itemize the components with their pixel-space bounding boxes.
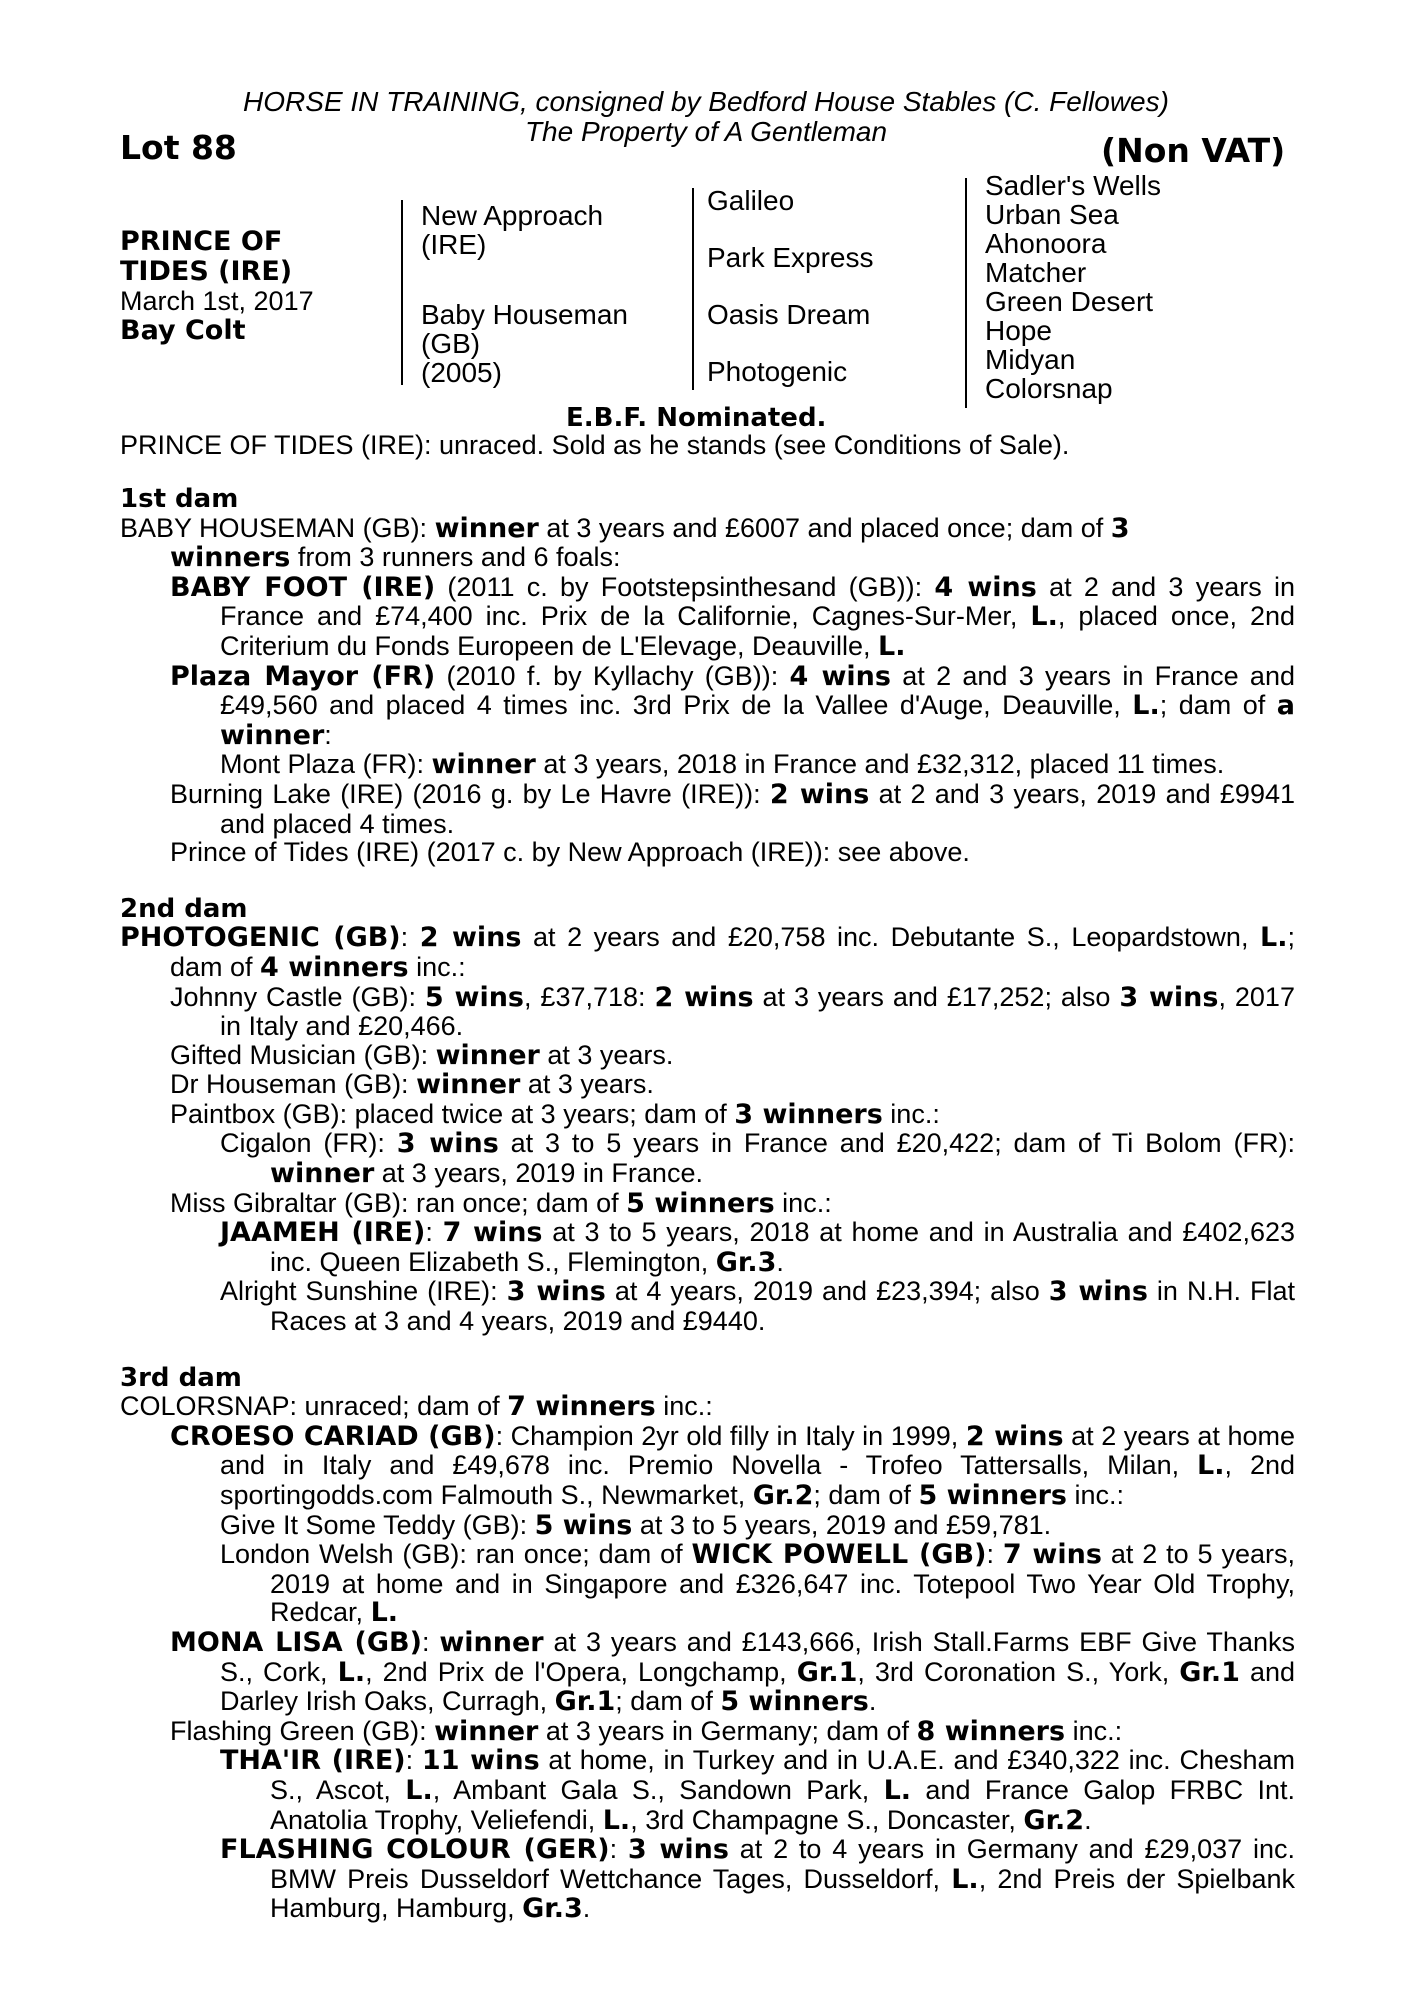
grand-progeny-entry	[120, 1218, 1295, 1277]
ancestor: Colorsnap	[985, 373, 1113, 404]
dam-country: (GB)	[421, 328, 481, 359]
bold-emphasis: 7 wins	[1002, 1539, 1102, 1571]
entry-text: .	[1084, 1804, 1092, 1835]
horse-identity	[120, 227, 314, 346]
entry-text: at 4 years, 2019 and £23,394; also	[605, 1276, 1049, 1307]
entry-text: at 3 years, 2018 in France and £32,312, placed 11 times.	[535, 749, 1225, 780]
bold-emphasis: FLASHING COLOUR (GER)	[220, 1834, 610, 1866]
lot-number: Lot 88	[120, 128, 237, 167]
bold-emphasis: Gr.1	[796, 1656, 858, 1688]
entry-text: : Champion 2yr old filly in Italy in 1999,	[495, 1420, 966, 1451]
bold-emphasis: 3 winners	[734, 1098, 883, 1130]
ancestor: Matcher	[985, 257, 1087, 288]
bold-emphasis: 5 winners	[626, 1187, 775, 1219]
bold-emphasis: Gr.3	[522, 1893, 583, 1925]
entry-text: at 3 years and £143,666, Irish Stall.Farms EBF Give Thanks S., Cork,	[220, 1626, 1295, 1687]
entry-text: ; dam of	[615, 1686, 721, 1717]
bold-emphasis: Gr.2	[1023, 1804, 1085, 1836]
progeny-entry	[120, 1717, 1295, 1747]
entry-text: , placed once, 2nd Criterium du Fonds Europeen de L'Elevage, Deauville,	[220, 601, 1295, 661]
ancestor: Sadler's Wells	[985, 170, 1161, 201]
entry-text: :	[609, 1834, 628, 1865]
second-dam-heading: 2nd dam	[120, 893, 248, 924]
entry-text: at 2 and 3 years, 2019 and £9941 and placed 4 times.	[220, 778, 1295, 839]
entry-text: inc.:	[1066, 1480, 1124, 1510]
bold-emphasis: winners	[170, 542, 291, 574]
horse-name-line-1: PRINCE OF	[120, 226, 283, 257]
entry-text: Gifted Musician (GB):	[170, 1039, 436, 1070]
progeny-entry	[120, 573, 1295, 662]
bold-emphasis: 3 wins	[1048, 1276, 1148, 1308]
entry-text: (2010 f. by Kyllachy (GB)):	[435, 660, 790, 691]
progeny-entry	[120, 838, 1295, 867]
entry-text: :	[400, 922, 420, 953]
entry-text: Burning Lake (IRE) (2016 g. by Le Havre (IRE)):	[170, 778, 770, 809]
bold-emphasis: winner	[435, 1039, 540, 1071]
second-dam-entry	[120, 923, 1295, 982]
entry-text: Flashing Green (GB):	[170, 1715, 435, 1746]
entry-text: , 2nd Prix de l'Opera, Longchamp,	[365, 1656, 797, 1687]
bold-emphasis: 3 wins	[1119, 981, 1219, 1013]
entry-text: ; dam of	[1159, 690, 1277, 721]
entry-text: Miss Gibraltar (GB): ran once; dam of	[170, 1187, 627, 1218]
bold-emphasis: winner	[439, 1626, 544, 1658]
entry-text: :	[324, 719, 332, 750]
horse-intro: PRINCE OF TIDES (IRE): unraced. Sold as he stands (see Conditions of Sale).	[120, 430, 1070, 460]
colour-sex: Bay Colt	[120, 315, 246, 346]
foaling-date: March 1st, 2017	[120, 286, 314, 316]
entry-text: at 2 to 4 years in Germany and £29,037 inc. BMW Preis Dusseldorf Wettchance Tages, Dusseldorf,	[270, 1834, 1295, 1894]
entry-text: and France Galop FRBC Int. Anatolia Trophy, Veliefendi,	[270, 1774, 1295, 1835]
grand-progeny-entry	[120, 1746, 1295, 1835]
bold-emphasis: winner	[270, 1158, 375, 1190]
entry-text: inc.:	[882, 1098, 940, 1129]
entry-text: inc.:	[655, 1391, 713, 1422]
entry-text: Cigalon (FR):	[220, 1128, 397, 1159]
entry-text: Prince of Tides (IRE) (2017 c. by New Approach (IRE)): see above.	[170, 837, 970, 868]
entry-text: at 3 years and £6007 and placed once; dam of	[538, 512, 1111, 543]
progeny-entry	[120, 1100, 1295, 1130]
bold-emphasis: Gr.1	[554, 1686, 616, 1718]
grand-progeny-entry	[120, 1511, 1295, 1541]
dam	[421, 300, 628, 387]
entry-text: ; dam of	[813, 1480, 919, 1510]
first-dam-entry-cont	[120, 543, 1295, 573]
entry-text: at 2 years at home and in Italy and £49,678 inc. Premio Novella - Trofeo Tattersalls, Milan,	[220, 1420, 1295, 1481]
entry-text: , 2nd sportingodds.com Falmouth S., Newmarket,	[220, 1450, 1295, 1510]
bold-emphasis: L.	[1132, 690, 1160, 722]
bold-emphasis: 4 wins	[789, 660, 891, 692]
entry-text: Give It Some Teddy (GB):	[220, 1509, 535, 1540]
horse-name-line-2: TIDES (IRE)	[120, 256, 293, 287]
entry-text: Dr Houseman (GB):	[170, 1069, 417, 1100]
entry-text: inc.:	[1065, 1715, 1123, 1746]
entry-text: at 3 years and £17,252; also	[753, 981, 1120, 1012]
bold-emphasis: 4 winners	[260, 951, 409, 983]
bold-emphasis: L.	[337, 1656, 366, 1688]
entry-text: at 3 to 5 years, 2019 and £59,781.	[632, 1509, 1052, 1540]
bold-emphasis: winner	[431, 749, 536, 781]
bold-emphasis: L.	[1030, 601, 1058, 633]
entry-text: inc.:	[774, 1187, 832, 1218]
progeny-entry	[120, 1422, 1295, 1511]
pedigree-divider-1	[401, 200, 403, 385]
grand-progeny-entry	[120, 750, 1295, 780]
entry-text: at 3 years.	[539, 1039, 674, 1070]
entry-text: :	[986, 1539, 1003, 1570]
entry-text: at 2 and 3 years in France and £49,560 and placed 4 times inc. 3rd Prix de la Vallee d'Auge, Deauville,	[220, 660, 1295, 721]
entry-text: London Welsh (GB): ran once; dam of	[220, 1539, 692, 1570]
grand-progeny-entry	[120, 1540, 1295, 1628]
sire-dam: Park Express	[707, 242, 874, 273]
bold-emphasis: L.	[1197, 1450, 1225, 1482]
progeny-entry	[120, 1070, 1295, 1100]
bold-emphasis: PHOTOGENIC (GB)	[120, 922, 401, 954]
entry-text: and Darley Irish Oaks, Curragh,	[220, 1656, 1296, 1717]
pedigree-divider-3	[965, 178, 967, 408]
bold-emphasis: MONA LISA (GB)	[170, 1626, 422, 1658]
bold-emphasis: 5 winners	[918, 1480, 1067, 1511]
bold-emphasis: L.	[1260, 922, 1288, 954]
entry-text: .	[776, 1246, 784, 1277]
property-line: The Property of A Gentleman	[524, 116, 888, 147]
entry-text: :	[405, 1745, 422, 1776]
entry-text: at 3 years in Germany; dam of	[538, 1715, 917, 1746]
grand-progeny-entry	[120, 1277, 1295, 1335]
bold-emphasis: L.	[883, 1774, 912, 1806]
bold-emphasis: a winner	[220, 690, 1295, 751]
entry-text: , 3rd Champagne S., Doncaster,	[630, 1804, 1024, 1835]
bold-emphasis: WICK POWELL (GB)	[691, 1539, 987, 1571]
progeny-entry	[120, 1189, 1295, 1219]
entry-text: ; dam of	[170, 922, 1295, 982]
entry-text: :	[421, 1626, 440, 1657]
bold-emphasis: winner	[416, 1069, 521, 1101]
ebf-nomination: E.B.F. Nominated.	[566, 403, 827, 433]
entry-text: .	[582, 1893, 591, 1924]
bold-emphasis: 7 winners	[507, 1391, 656, 1423]
entry-text: BABY HOUSEMAN (GB):	[120, 512, 435, 543]
entry-text: at 2 years and £20,758 inc. Debutante S., Leopardstown,	[521, 922, 1261, 953]
ancestor: Ahonoora	[985, 228, 1107, 259]
dam-year: (2005)	[421, 357, 502, 388]
bold-emphasis: 2 wins	[965, 1420, 1064, 1452]
entry-text: :	[425, 1217, 443, 1248]
ancestor: Midyan	[985, 344, 1076, 375]
ancestor: Green Desert	[985, 286, 1154, 317]
ancestor: Urban Sea	[985, 199, 1119, 230]
entry-text: in N.H. Flat Races at 3 and 4 years, 2019 and £9440.	[270, 1276, 1295, 1337]
entry-text: , 2017 in Italy and £20,466.	[220, 981, 1295, 1042]
entry-text: at 3 years, 2019 in France.	[374, 1158, 703, 1189]
third-generation	[985, 171, 1161, 403]
vat-status: (Non VAT)	[1101, 131, 1286, 170]
bold-emphasis: 3	[1110, 512, 1130, 544]
third-dam-entry	[120, 1392, 1295, 1422]
bold-emphasis: 2 wins	[769, 778, 870, 810]
bold-emphasis: 4 wins	[934, 571, 1037, 603]
progeny-entry	[120, 662, 1295, 751]
entry-text: Mont Plaza (FR):	[220, 749, 432, 780]
grand-progeny-entry	[120, 1129, 1295, 1188]
ancestor: Hope	[985, 315, 1052, 346]
entry-text: Alright Sunshine (IRE):	[220, 1276, 507, 1307]
bold-emphasis: Gr.2	[752, 1480, 814, 1511]
bold-emphasis: Gr.1	[1179, 1656, 1240, 1688]
entry-text: at home, in Turkey and in U.A.E. and £340,322 inc. Chesham S., Ascot,	[270, 1745, 1295, 1805]
dam-sire: Oasis Dream	[707, 299, 871, 330]
bold-emphasis: Gr.3	[715, 1246, 777, 1278]
bold-emphasis: 3 wins	[506, 1276, 606, 1308]
entry-text: .	[868, 1686, 877, 1717]
bold-emphasis: CROESO CARIAD (GB)	[170, 1420, 496, 1452]
bold-emphasis: 2 wins	[419, 922, 522, 954]
grand-progeny-entry	[120, 1835, 1295, 1924]
bold-emphasis: BABY FOOT (IRE)	[170, 571, 436, 603]
entry-text: Johnny Castle (GB):	[170, 981, 425, 1012]
pedigree-divider-2	[692, 188, 694, 390]
entry-text: , Ambant Gala S., Sandown Park,	[432, 1774, 884, 1805]
bold-emphasis: 5 wins	[424, 981, 524, 1013]
bold-emphasis: Plaza Mayor (FR)	[170, 660, 436, 692]
bold-emphasis: 5 winners	[720, 1686, 869, 1718]
entry-text: from 3 runners and 6 foals:	[290, 542, 621, 573]
bold-emphasis: L.	[878, 630, 906, 662]
entry-text: Paintbox (GB): placed twice at 3 years; dam of	[170, 1098, 735, 1129]
bold-emphasis: 5 wins	[534, 1509, 633, 1541]
bold-emphasis: L.	[405, 1774, 433, 1806]
entry-text: at 3 to 5 years, 2018 at home and in Australia and £402,623 inc. Queen Elizabeth S., Flemington,	[270, 1217, 1295, 1277]
entry-text: inc.:	[408, 951, 466, 982]
progeny-entry	[120, 983, 1295, 1041]
produce-record	[120, 485, 1295, 1924]
entry-text: at 3 to 5 years in France and £20,422; dam of Ti Bolom (FR):	[498, 1128, 1295, 1159]
bold-emphasis: 3 wins	[627, 1834, 729, 1866]
sire-name: New Approach	[421, 200, 604, 231]
entry-text: COLORSNAP: unraced; dam of	[120, 1391, 508, 1422]
bold-emphasis: 2 wins	[654, 981, 754, 1013]
progeny-entry	[120, 1628, 1295, 1717]
progeny-entry	[120, 1041, 1295, 1071]
bold-emphasis: 3 wins	[396, 1128, 499, 1160]
consignor-line: HORSE IN TRAINING, consigned by Bedford House Stables (C. Fellowes)	[243, 86, 1169, 117]
bold-emphasis: L.	[602, 1804, 631, 1836]
first-dam-heading: 1st dam	[120, 484, 239, 514]
bold-emphasis: L.	[370, 1597, 399, 1629]
dam-name: Baby Houseman	[421, 299, 629, 330]
bold-emphasis: 8 winners	[916, 1715, 1066, 1747]
entry-text: , 2nd Preis der Spielbank Hamburg, Hamburg,	[270, 1863, 1295, 1924]
bold-emphasis: winner	[434, 1715, 539, 1747]
sire-sire: Galileo	[707, 185, 795, 216]
bold-emphasis: JAAMEH (IRE)	[220, 1217, 426, 1249]
bold-emphasis: L.	[951, 1863, 979, 1895]
bold-emphasis: 11 wins	[421, 1745, 540, 1777]
entry-text: at 2 to 5 years, 2019 at home and in Singapore and £326,647 inc. Totepool Two Year Old Trophy, Redcar,	[270, 1539, 1295, 1628]
entry-text: , 3rd Coronation S., York,	[857, 1656, 1180, 1687]
dam-dam: Photogenic	[707, 356, 848, 387]
entry-text: at 2 and 3 years in France and £74,400 inc. Prix de la Californie, Cagnes-Sur-Mer,	[220, 571, 1295, 632]
first-dam-entry	[120, 514, 1295, 544]
bold-emphasis: winner	[434, 512, 539, 544]
bold-emphasis: THA'IR (IRE)	[220, 1745, 406, 1777]
third-dam-heading: 3rd dam	[120, 1362, 242, 1393]
entry-text: (2011 c. by Footstepsinthesand (GB)):	[435, 571, 935, 602]
progeny-entry	[120, 780, 1295, 838]
entry-text: , £37,718:	[524, 981, 655, 1012]
bold-emphasis: 7 wins	[442, 1217, 543, 1249]
sire	[421, 201, 603, 259]
entry-text: at 3 years.	[520, 1069, 654, 1100]
sire-country: (IRE)	[421, 229, 487, 260]
